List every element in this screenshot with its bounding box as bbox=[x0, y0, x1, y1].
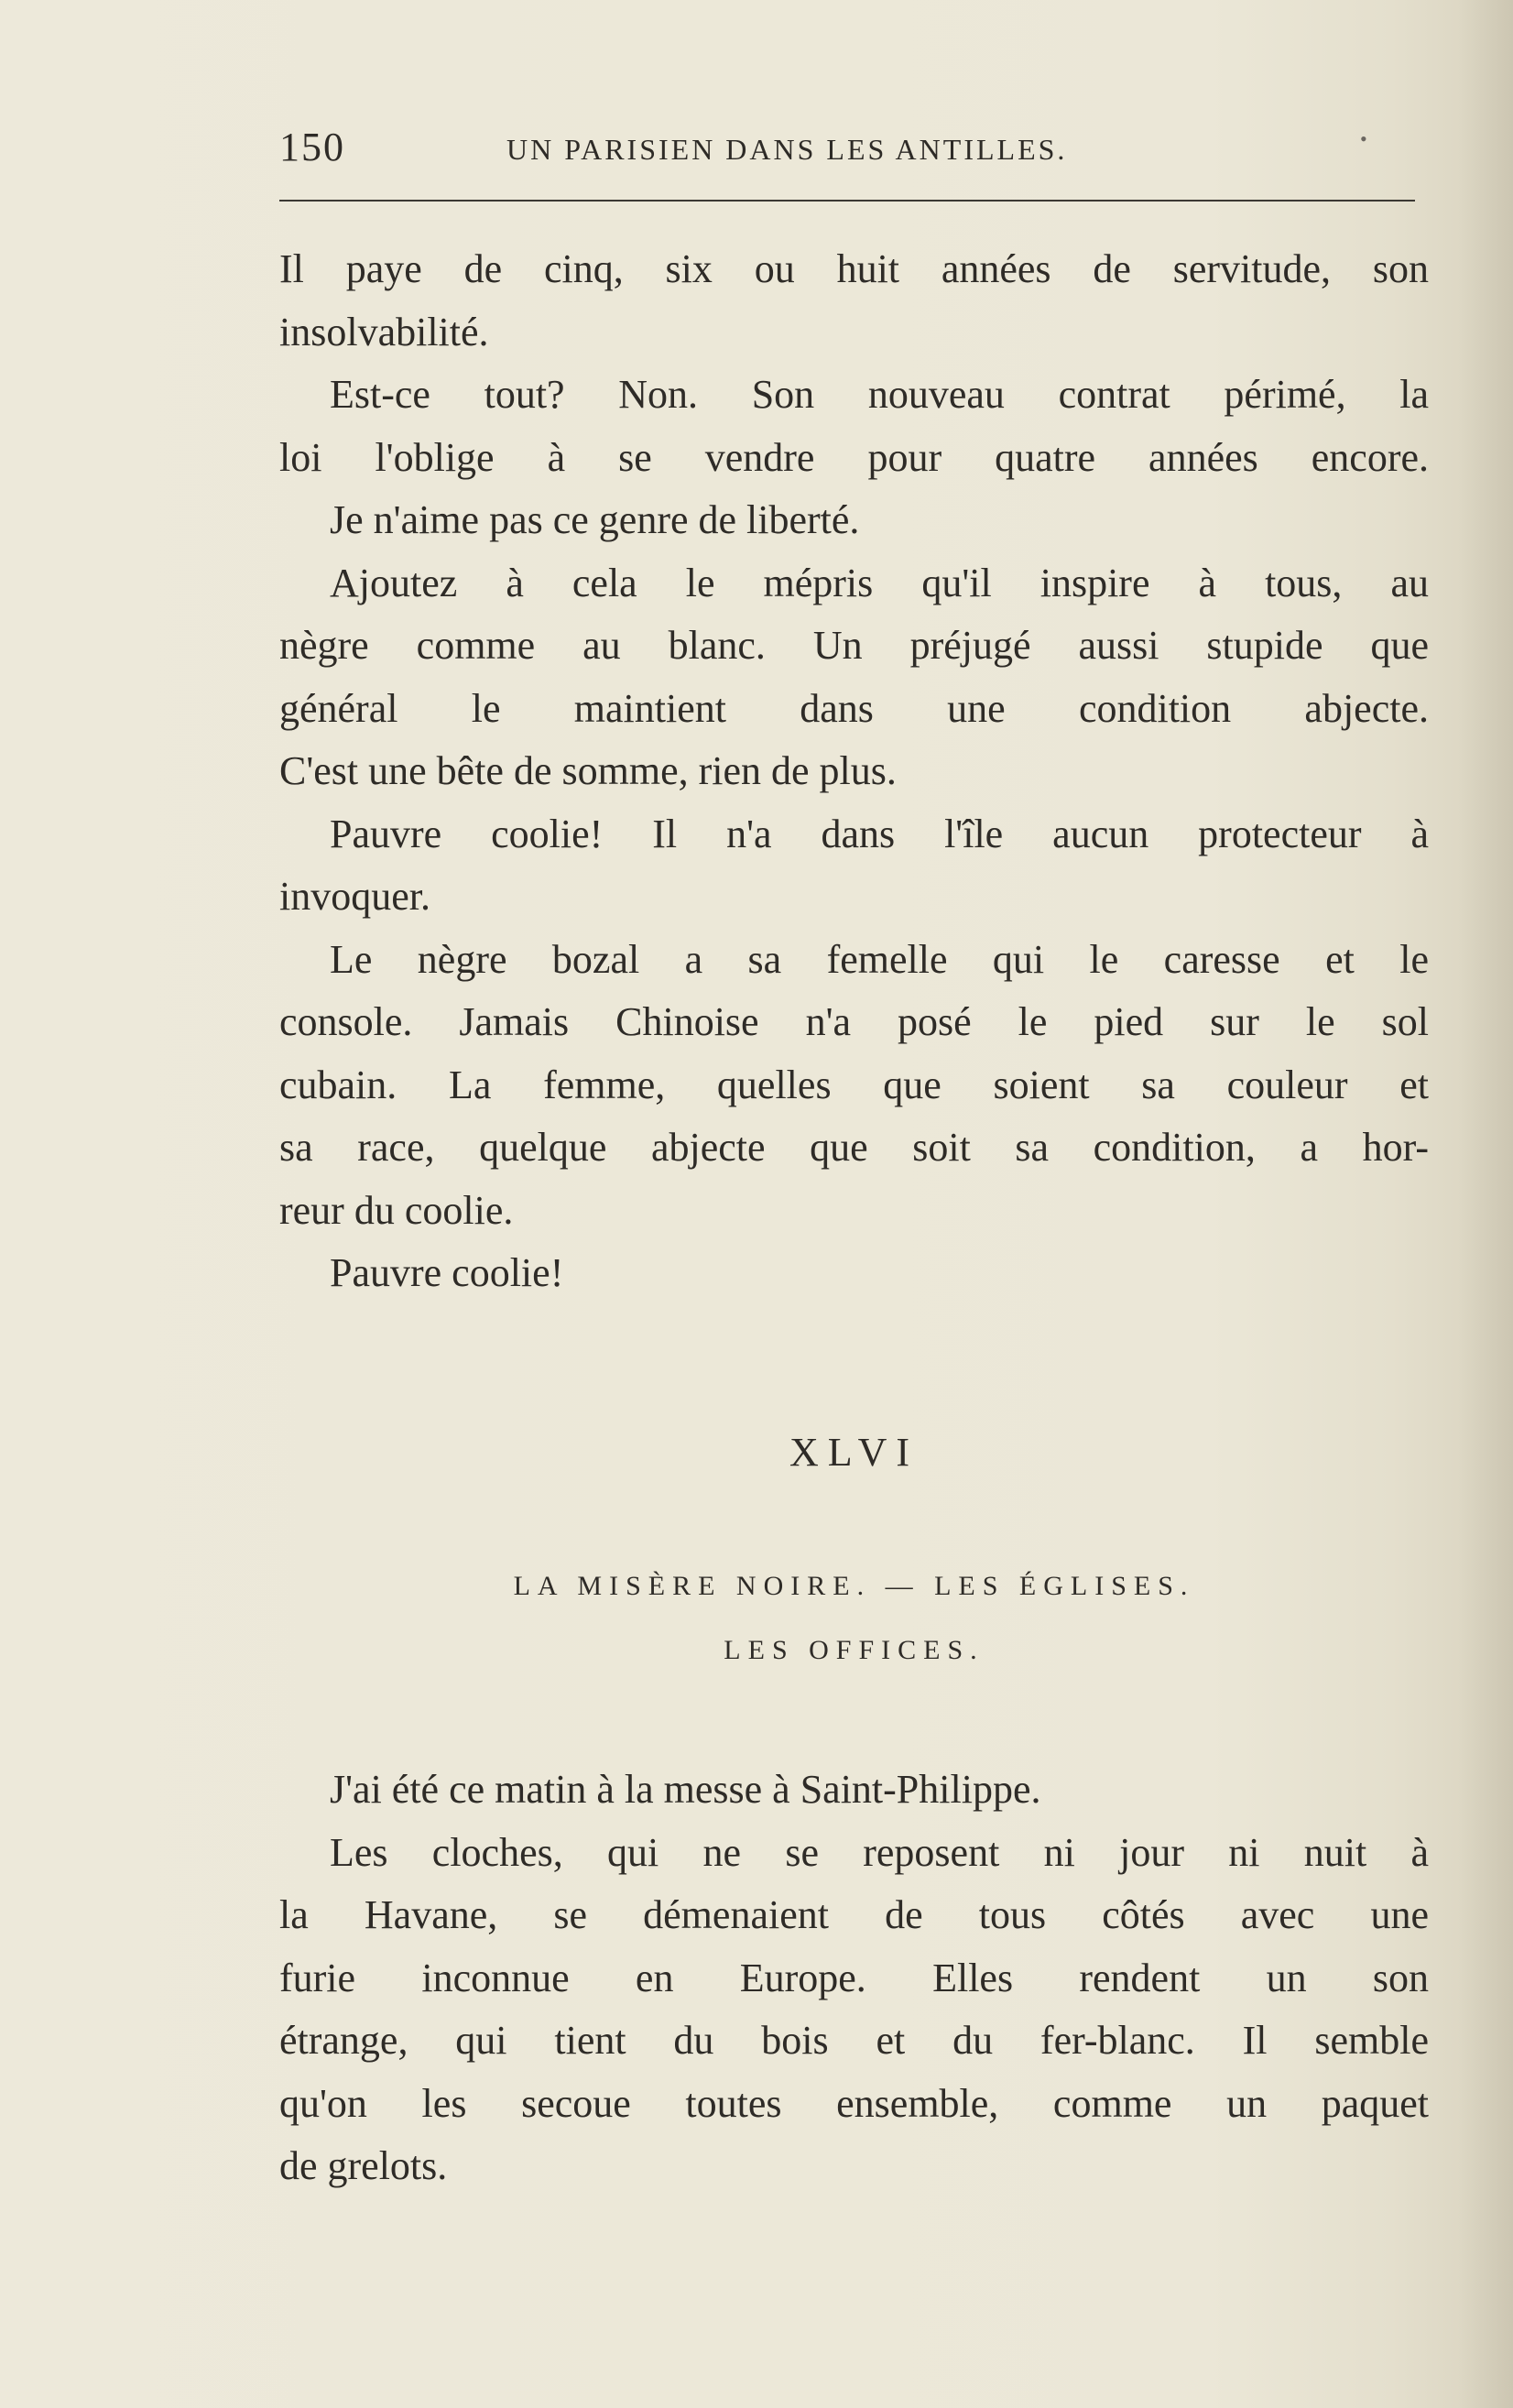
section-subtitle: LES OFFICES. bbox=[724, 1635, 985, 1665]
header-rule bbox=[279, 200, 1415, 202]
section-title: LA MISÈRE NOIRE. — LES ÉGLISES. bbox=[513, 1571, 1195, 1601]
spine-shadow bbox=[1458, 0, 1513, 2408]
text-line: de grelots. bbox=[279, 2143, 448, 2188]
page-header bbox=[279, 124, 1415, 179]
text-line: console. Jamais Chinoise n'a posé le pied sur le sol bbox=[279, 999, 1429, 1044]
text-line: insolvabilité. bbox=[279, 309, 489, 354]
body-text bbox=[279, 238, 1429, 1305]
text-line: général le maintient dans une condition abjecte. bbox=[279, 685, 1429, 731]
text-line: Le nègre bozal a sa femelle qui le caresse et le bbox=[330, 936, 1429, 982]
text-line: Est-ce tout? Non. Son nouveau contrat périmé, la bbox=[330, 372, 1429, 417]
text-line: qu'on les secoue toutes ensemble, comme un paquet bbox=[279, 2080, 1429, 2126]
section-body-text bbox=[279, 1759, 1429, 2198]
text-line: invoquer. bbox=[279, 874, 430, 919]
text-line: Il paye de cinq, six ou huit années de servitude, son bbox=[279, 246, 1429, 291]
text-line: cubain. La femme, quelles que soient sa couleur et bbox=[279, 1062, 1429, 1107]
text-line: sa race, quelque abjecte que soit sa condition, a hor- bbox=[279, 1125, 1429, 1170]
header-mark: • bbox=[1360, 127, 1367, 150]
text-line: nègre comme au blanc. Un préjugé aussi stupide que bbox=[279, 623, 1429, 668]
text-line: J'ai été ce matin à la messe à Saint-Philippe. bbox=[330, 1767, 1041, 1812]
text-line: Pauvre coolie! Il n'a dans l'île aucun protecteur à bbox=[330, 811, 1429, 856]
text-line: Je n'aime pas ce genre de liberté. bbox=[330, 497, 860, 542]
text-line: Pauvre coolie! bbox=[330, 1250, 564, 1295]
text-line: C'est une bête de somme, rien de plus. bbox=[279, 748, 897, 793]
page-number: 150 bbox=[279, 125, 345, 169]
text-line: la Havane, se démenaient de tous côtés avec une bbox=[279, 1892, 1429, 1937]
section-number: XLVI bbox=[789, 1430, 920, 1475]
text-line: furie inconnue en Europe. Elles rendent un son bbox=[279, 1955, 1429, 2000]
text-line: loi l'oblige à se vendre pour quatre années encore. bbox=[279, 434, 1429, 480]
text-line: reur du coolie. bbox=[279, 1187, 514, 1233]
text-line: étrange, qui tient du bois et du fer-blanc. Il semble bbox=[279, 2018, 1429, 2063]
running-title: UN PARISIEN DANS LES ANTILLES. bbox=[506, 133, 1068, 166]
text-line: Les cloches, qui ne se reposent ni jour ni nuit à bbox=[330, 1829, 1429, 1875]
text-line: Ajoutez à cela le mépris qu'il inspire à tous, au bbox=[330, 560, 1429, 605]
